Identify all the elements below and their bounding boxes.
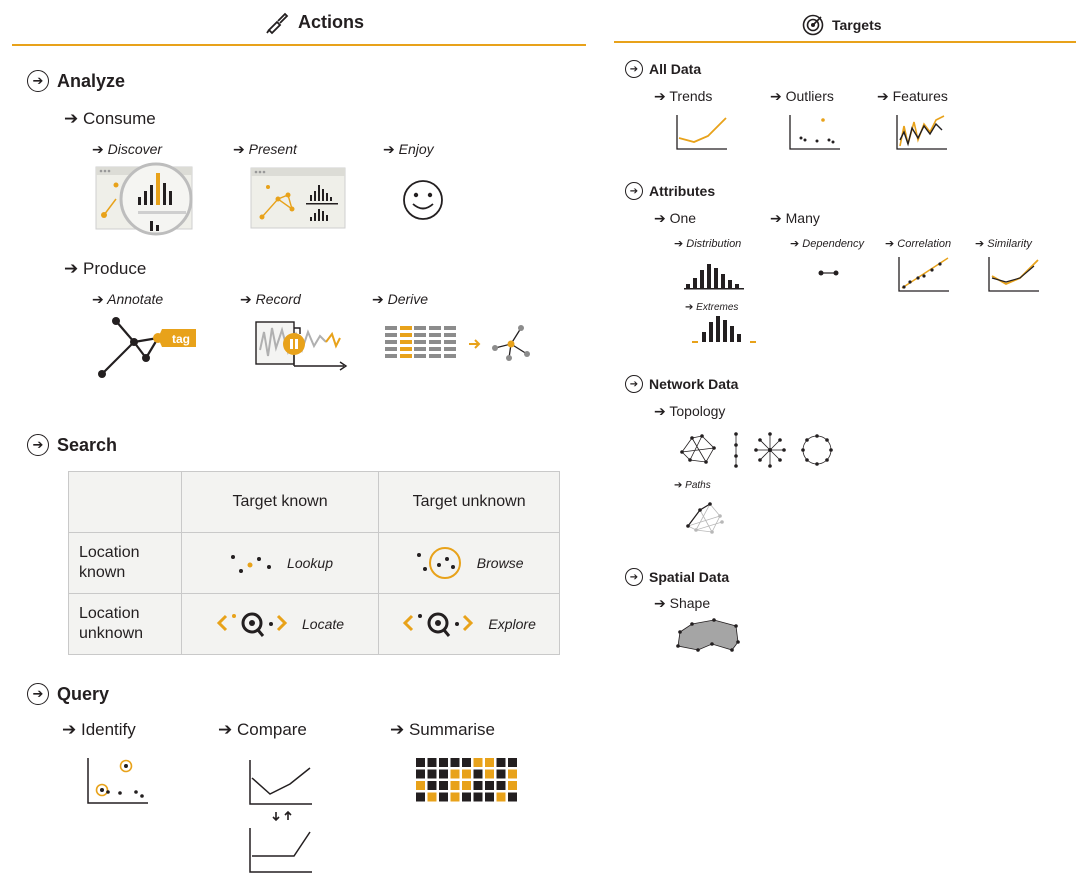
summary-cell [462,793,471,802]
identify-label: ➔ Identify [62,720,136,739]
features-chart-icon [896,114,948,150]
consume-label: ➔ Consume [64,109,156,128]
present-label: ➔ Present [233,141,297,157]
summary-cell [508,781,517,790]
record-icon [254,320,350,370]
annotate-graph-icon [96,316,204,380]
correlation-chart-icon [898,256,950,292]
summary-cell [485,770,494,779]
summary-cell [451,793,460,802]
many-label: ➔ Many [770,210,820,226]
summarise-grid-icon [416,758,522,804]
actions-header [266,10,364,34]
summary-cell [508,758,517,767]
enjoy-label: ➔ Enjoy [383,141,434,157]
smiley-icon [401,178,445,222]
summary-cell [497,793,506,802]
summary-cell [439,793,448,802]
summary-cell [474,758,483,767]
outliers-chart-icon [789,114,841,150]
network-data-section-title: ➔ Network Data [625,375,738,393]
targets-rule [614,41,1076,43]
arrow-icon: ➔ [64,259,79,278]
summary-cell [451,781,460,790]
spatial-data-section-title: ➔ Spatial Data [625,568,729,586]
arrow-circle-icon: ➔ [27,683,49,705]
explore-icon [402,610,476,638]
paths-label: ➔ Paths [674,480,711,491]
summary-cell [485,758,494,767]
paths-graph-icon [684,500,728,540]
summary-cell [462,781,471,790]
compare-charts-icon [248,758,314,874]
summary-cell [497,781,506,790]
actions-rule [12,44,586,46]
arrow-circle-icon: ➔ [27,70,49,92]
tag-text: tag [172,332,190,346]
search-row-location-known [69,533,560,594]
lookup-cell [181,533,379,594]
query-section-title [27,683,109,705]
summary-cell [485,781,494,790]
summary-cell [451,758,460,767]
summary-cell [462,758,471,767]
dependency-icon [818,268,840,278]
derive-table-to-graph-icon [385,322,535,366]
summary-cell [451,770,460,779]
targets-title: Targets [832,17,882,33]
summary-cell [416,793,425,802]
summary-cell [439,770,448,779]
row-header-location-known: Location known [69,533,182,594]
summary-cell [428,758,437,767]
analyze-label: Analyze [57,70,126,91]
one-label: ➔ One [654,210,697,226]
shape-label: ➔ Shape [654,595,711,611]
corner-cell [69,472,182,533]
targets-header [802,14,882,36]
derive-label: ➔ Derive [372,291,429,307]
summary-cell [474,793,483,802]
outliers-label: ➔ Outliers [770,88,834,104]
summary-cell [462,770,471,779]
arrow-circle-icon: ➔ [27,434,49,456]
locate-cell [181,594,379,655]
explore-cell [379,594,560,655]
summary-cell [497,758,506,767]
annotate-label: ➔ Annotate [92,291,164,307]
locate-label: Locate [302,616,345,632]
arrow-icon: ➔ [64,109,79,128]
target-icon [802,14,824,36]
discover-label: ➔ Discover [92,141,163,157]
attributes-section-title: ➔ Attributes [625,182,715,200]
search-header-row [69,472,560,533]
correlation-label: ➔ Correlation [885,238,952,250]
row-header-location-unknown: Location unknown [69,594,182,655]
present-dashboard-icon [250,167,346,229]
all-data-section-title: ➔ All Data [625,60,701,78]
search-row-location-unknown [69,594,560,655]
record-label: ➔ Record [240,291,301,307]
compare-label: ➔ Compare [218,720,307,739]
arrow-circle-icon: ➔ [625,182,643,200]
brush-icon [266,10,290,34]
summary-cell [416,781,425,790]
arrow-circle-icon: ➔ [625,60,643,78]
summary-cell [416,770,425,779]
arrow-circle-icon: ➔ [625,568,643,586]
summary-cell [474,781,483,790]
explore-label: Explore [488,616,536,632]
search-matrix [68,471,560,655]
summary-cell [485,793,494,802]
similarity-label: ➔ Similarity [975,238,1032,250]
analyze-section-title [27,70,125,92]
browse-cell [379,533,560,594]
query-label: Query [57,683,110,704]
col-header-target-known: Target known [181,472,379,533]
summary-cell [428,770,437,779]
topology-label: ➔ Topology [654,403,726,419]
lookup-label: Lookup [287,555,333,571]
trends-label: ➔ Trends [654,88,713,104]
actions-title: Actions [298,11,365,32]
distribution-histogram-icon [684,262,746,290]
summary-cell [474,770,483,779]
summary-cell [428,781,437,790]
browse-icon [415,545,465,581]
summary-cell [439,781,448,790]
extremes-histogram-icon [690,316,760,346]
col-header-target-unknown: Target unknown [379,472,560,533]
shape-polygon-icon [674,618,744,654]
arrow-circle-icon: ➔ [625,375,643,393]
topology-graphs-icon [678,432,838,468]
summary-cell [508,793,517,802]
search-label: Search [57,434,118,455]
summary-cell [439,758,448,767]
browse-label: Browse [476,555,524,571]
locate-icon [216,610,290,638]
lookup-icon [227,551,275,575]
features-label: ➔ Features [877,88,948,104]
similarity-chart-icon [988,256,1040,292]
identify-scatter-icon [86,756,150,806]
dependency-label: ➔ Dependency [790,238,865,250]
discover-magnifier-icon [94,165,196,235]
search-section-title [27,434,117,456]
distribution-label: ➔ Distribution [674,238,742,250]
summary-cell [428,793,437,802]
summary-cell [508,770,517,779]
summarise-label: ➔ Summarise [390,720,495,739]
summary-cell [497,770,506,779]
trends-chart-icon [676,114,728,150]
produce-label: ➔ Produce [64,259,147,278]
extremes-label: ➔ Extremes [685,302,739,313]
summary-cell [416,758,425,767]
